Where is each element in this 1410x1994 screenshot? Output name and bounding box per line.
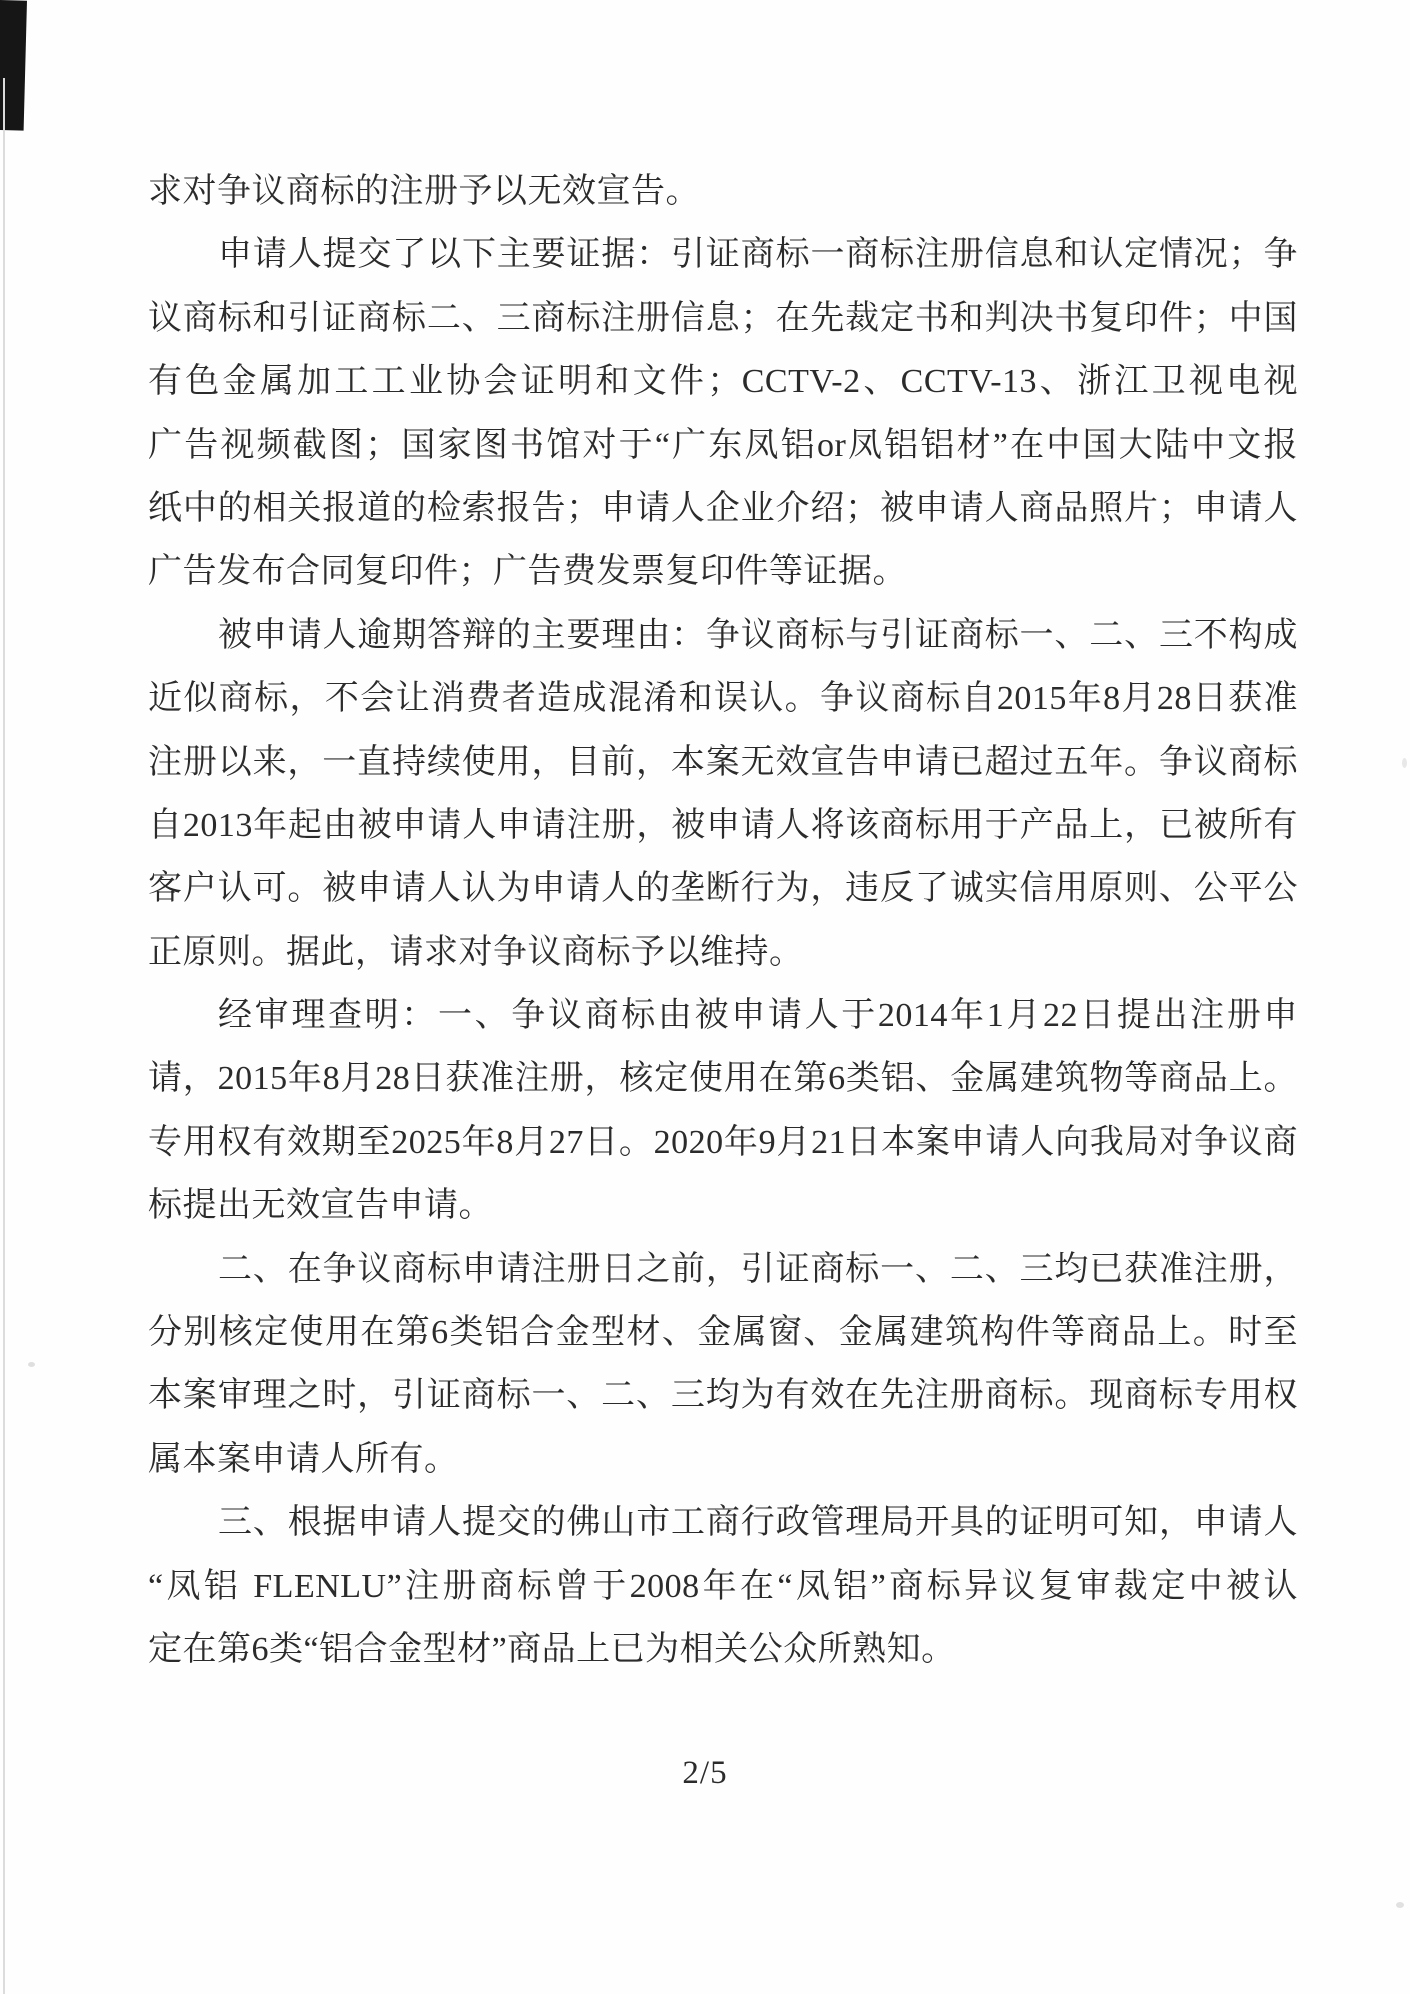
document-line: 定在第6类“铝合金型材”商品上已为相关公众所熟知。 (148, 1630, 956, 1668)
document-line: 广告发布合同复印件；广告费发票复印件等证据。 (148, 553, 907, 591)
document-line: 分别核定使用在第6类铝合金型材、金属窗、金属建筑构件等商品上。时至 (148, 1314, 1298, 1352)
document-line: 注册以来，一直持续使用，目前，本案无效宣告申请已超过五年。争议商标 (148, 743, 1298, 781)
document-line: 属本案申请人所有。 (148, 1440, 459, 1478)
document-line: 近似商标，不会让消费者造成混淆和误认。争议商标自2015年8月28日获准 (148, 680, 1298, 718)
document-line: 客户认可。被申请人认为申请人的垄断行为，违反了诚实信用原则、公平公 (148, 870, 1298, 908)
document-line: 经审理查明：一、争议商标由被申请人于2014年1月22日提出注册申 (218, 997, 1298, 1035)
document-line: 有色金属加工工业协会证明和文件；CCTV-2、CCTV-13、浙江卫视电视 (148, 363, 1298, 401)
scan-speck (1396, 1902, 1404, 1908)
document-line: 纸中的相关报道的检索报告；申请人企业介绍；被申请人商品照片；申请人 (148, 489, 1298, 527)
document-line: 议商标和引证商标二、三商标注册信息；在先裁定书和判决书复印件；中国 (148, 299, 1298, 337)
document-line: 求对争议商标的注册予以无效宣告。 (148, 173, 700, 210)
document-line: “凤铝 FLENLU”注册商标曾于2008年在“凤铝”商标异议复审裁定中被认 (148, 1567, 1298, 1605)
document-line: 专用权有效期至2025年8月27日。2020年9月21日本案申请人向我局对争议商 (148, 1123, 1298, 1161)
scan-edge-line (3, 78, 5, 1994)
document-line: 被申请人逾期答辩的主要理由：争议商标与引证商标一、二、三不构成 (218, 616, 1298, 654)
text-block (148, 160, 1298, 1681)
document-line: 申请人提交了以下主要证据：引证商标一商标注册信息和认定情况；争 (218, 236, 1298, 274)
document-line: 标提出无效宣告申请。 (148, 1187, 493, 1225)
scan-speck (28, 1362, 35, 1367)
document-line: 三、根据申请人提交的佛山市工商行政管理局开具的证明可知，申请人 (218, 1504, 1298, 1542)
document-line: 广告视频截图；国家图书馆对于“广东凤铝or凤铝铝材”在中国大陆中文报 (148, 426, 1298, 464)
page-number: 2/5 (682, 1755, 728, 1791)
document-line: 自2013年起由被申请人申请注册，被申请人将该商标用于产品上，已被所有 (148, 806, 1298, 844)
document-line: 二、在争议商标申请注册日之前，引证商标一、二、三均已获准注册， (218, 1250, 1298, 1288)
document-line: 本案审理之时，引证商标一、二、三均为有效在先注册商标。现商标专用权 (148, 1377, 1298, 1415)
document-line: 请，2015年8月28日获准注册，核定使用在第6类铝、金属建筑物等商品上。 (148, 1060, 1298, 1098)
document-line: 正原则。据此，请求对争议商标予以维持。 (148, 933, 804, 971)
scan-speck (1402, 758, 1407, 768)
